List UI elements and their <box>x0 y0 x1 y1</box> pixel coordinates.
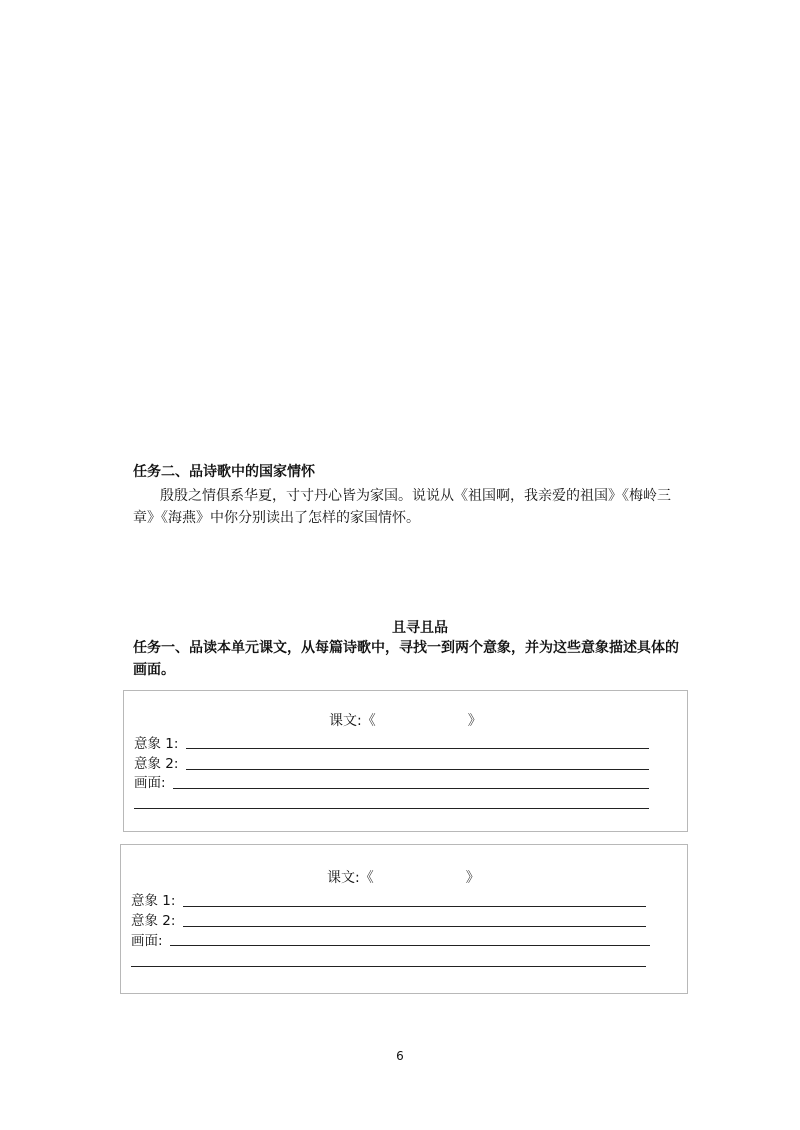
close-quote: 》 <box>465 870 480 886</box>
text-label: 课文: <box>327 870 360 886</box>
image2-label: 意象 2: <box>131 913 176 929</box>
answer-box-2 <box>120 844 688 994</box>
task2-heading: 任务二、品诗歌中的国家情怀 <box>133 464 315 480</box>
task1-line2: 画面。 <box>133 662 175 678</box>
page-number: 6 <box>396 1049 404 1063</box>
image1-label: 意象 1: <box>131 893 176 909</box>
text-title-row <box>329 712 482 730</box>
task1-line1: 任务一、品读本单元课文，从每篇诗歌中，寻找一到两个意象，并为这些意象描述具体的 <box>133 640 679 656</box>
section-title: 且寻且品 <box>392 620 448 636</box>
image2-blank-line[interactable] <box>186 769 649 770</box>
scene-label: 画面: <box>134 775 166 791</box>
text-title-row <box>327 869 480 887</box>
image2-blank-line[interactable] <box>183 926 646 927</box>
close-quote: 》 <box>467 713 482 729</box>
scene-blank-line-2[interactable] <box>134 808 649 809</box>
open-quote: 《 <box>361 713 376 729</box>
answer-box-1 <box>123 690 688 832</box>
scene-blank-line-2[interactable] <box>131 966 646 967</box>
image2-label: 意象 2: <box>134 756 179 772</box>
image1-blank-line[interactable] <box>186 748 649 749</box>
text-label: 课文: <box>329 713 362 729</box>
image1-label: 意象 1: <box>134 736 179 752</box>
scene-label: 画面: <box>131 933 163 949</box>
scene-blank-line-1[interactable] <box>173 788 649 789</box>
open-quote: 《 <box>359 870 374 886</box>
image1-blank-line[interactable] <box>183 906 646 907</box>
scene-blank-line-1[interactable] <box>170 945 650 946</box>
task2-paragraph-line1: 殷殷之情俱系华夏，寸寸丹心皆为家国。说说从《祖国啊，我亲爱的祖国》《梅岭三 <box>160 488 671 504</box>
task2-paragraph-line2: 章》《海燕》中你分别读出了怎样的家国情怀。 <box>133 510 420 526</box>
